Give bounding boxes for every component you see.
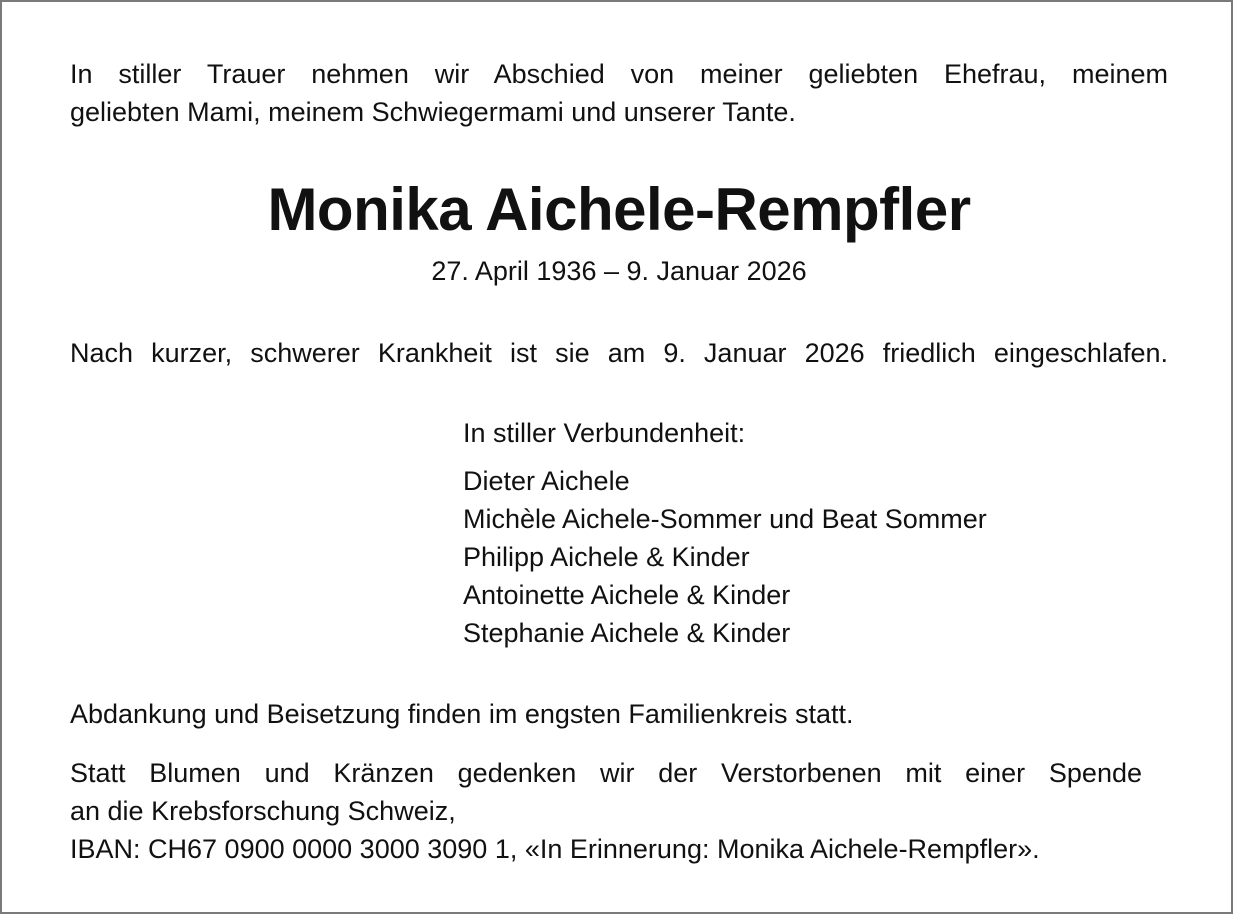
family-heading: In stiller Verbundenheit: bbox=[463, 418, 746, 448]
intro-line-2: geliebten Mami, meinem Schwiegermami und unserer Tante. bbox=[70, 97, 796, 127]
family-member: Stephanie Aichele & Kinder bbox=[463, 618, 791, 648]
family-member: Dieter Aichele bbox=[463, 466, 630, 496]
family-member: Antoinette Aichele & Kinder bbox=[463, 580, 791, 610]
family-member: Philipp Aichele & Kinder bbox=[463, 542, 750, 572]
deceased-name: Monika Aichele-Rempfler bbox=[267, 176, 971, 243]
family-member: Michèle Aichele-Sommer und Beat Sommer bbox=[463, 504, 987, 534]
funeral-paragraph: Abdankung und Beisetzung finden im engsten Familienkreis statt. bbox=[70, 699, 854, 729]
intro-paragraph bbox=[70, 55, 1168, 131]
donation-paragraph bbox=[70, 754, 1168, 868]
intro-line-1: In stiller Trauer nehmen wir Abschied von meiner geliebten Ehefrau, meinem bbox=[70, 59, 1168, 89]
donation-line-3: IBAN: CH67 0900 0000 3000 3090 1, «In Erinnerung: Monika Aichele-Rempfler». bbox=[70, 834, 1040, 864]
family-list bbox=[463, 414, 1163, 652]
donation-line-2: an die Krebsforschung Schweiz, bbox=[70, 796, 456, 826]
illness-paragraph: Nach kurzer, schwerer Krankheit ist sie am 9. Januar 2026 friedlich eingeschlafen. bbox=[70, 338, 1168, 368]
life-dates: 27. April 1936 – 9. Januar 2026 bbox=[431, 256, 807, 286]
donation-line-1: Statt Blumen und Kränzen gedenken wir der Verstorbenen mit einer Spende bbox=[70, 758, 1142, 788]
